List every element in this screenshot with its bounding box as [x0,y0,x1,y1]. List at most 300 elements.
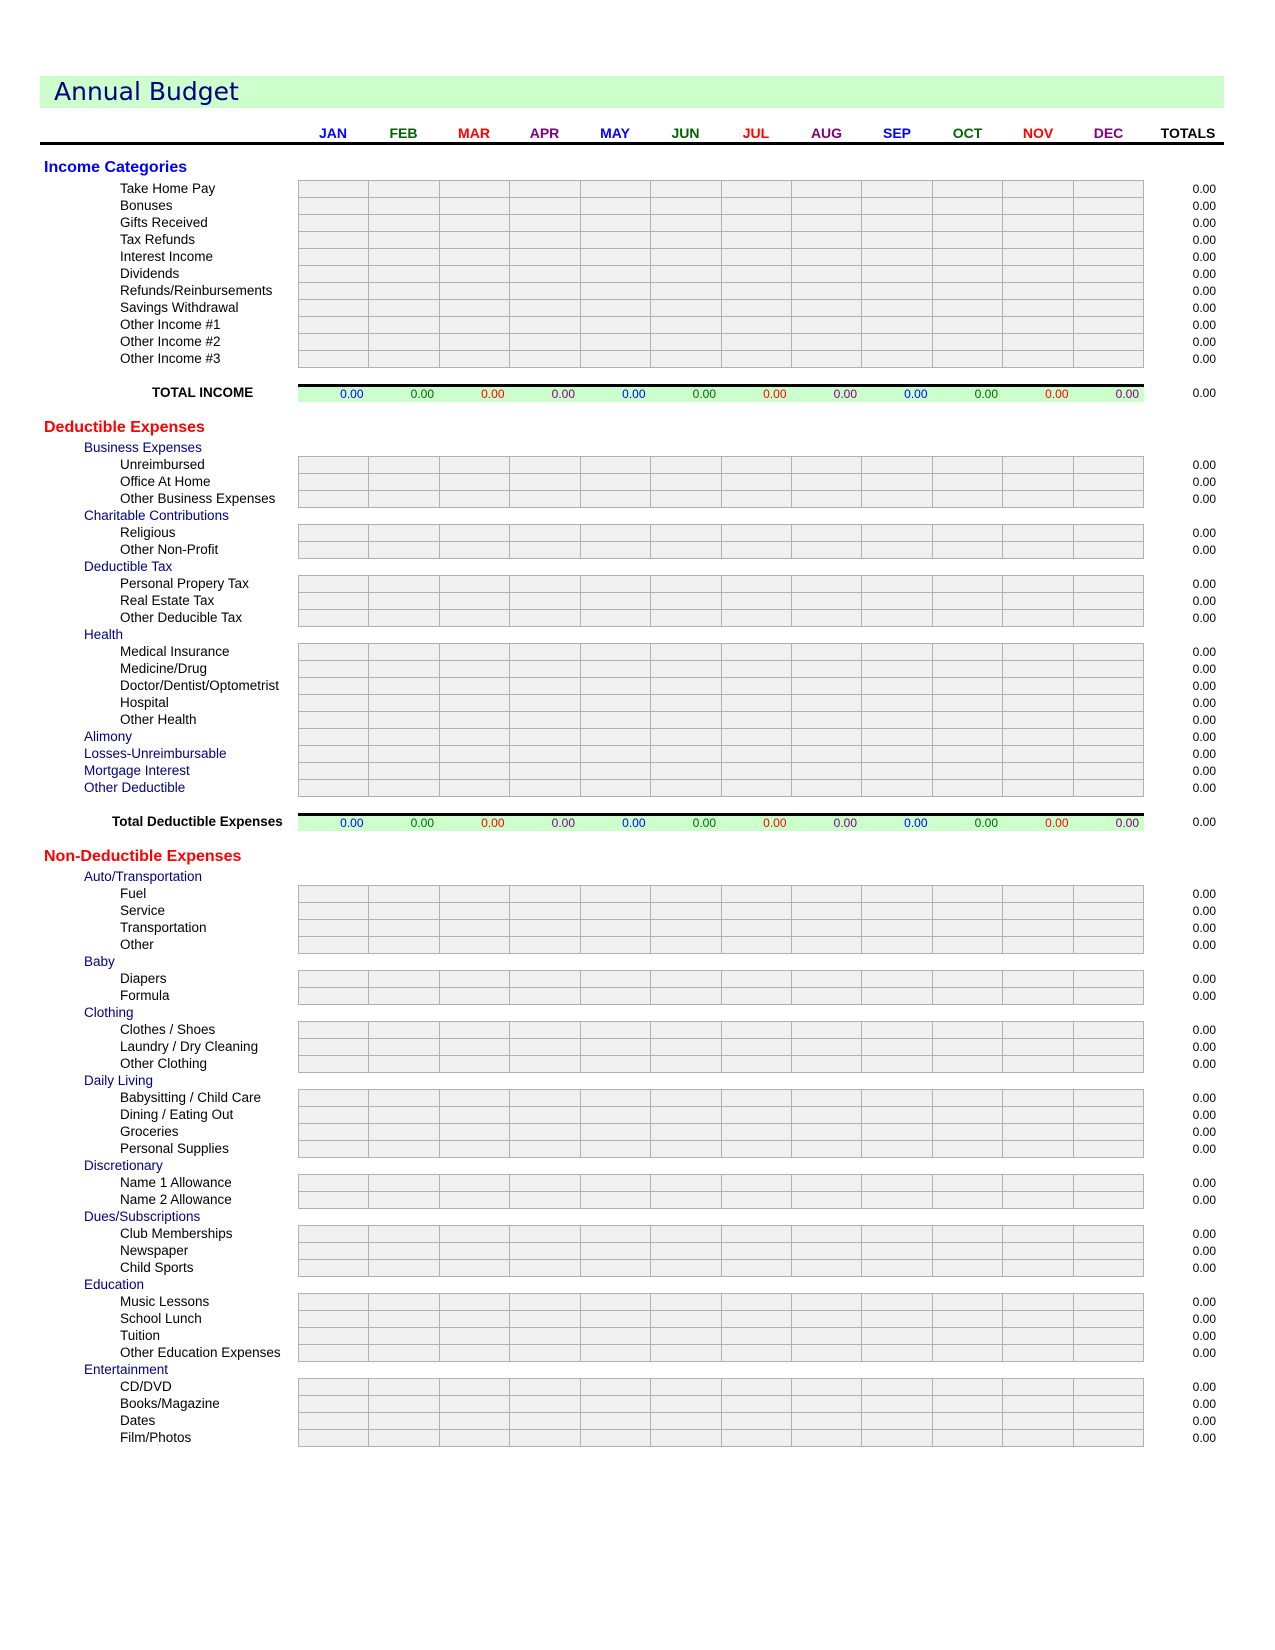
input-cell-jun[interactable] [651,1089,721,1107]
input-cell-dec[interactable] [1074,490,1144,508]
input-cell-sep[interactable] [862,541,932,559]
input-cell-dec[interactable] [1074,1106,1144,1124]
input-cell-aug[interactable] [792,970,862,988]
input-cell-may[interactable] [581,214,651,232]
input-cell-jun[interactable] [651,902,721,920]
input-cell-aug[interactable] [792,677,862,695]
input-cell-feb[interactable] [369,490,439,508]
input-cell-dec[interactable] [1074,745,1144,763]
input-cell-dec[interactable] [1074,1242,1144,1260]
input-cell-aug[interactable] [792,333,862,351]
input-cell-apr[interactable] [510,1344,580,1362]
input-cell-dec[interactable] [1074,919,1144,937]
input-cell-jun[interactable] [651,1412,721,1430]
input-cell-jul[interactable] [722,248,792,266]
input-cell-oct[interactable] [933,1429,1003,1447]
input-cell-jan[interactable] [299,1310,369,1328]
input-cell-mar[interactable] [440,677,510,695]
input-cell-oct[interactable] [933,214,1003,232]
input-cell-apr[interactable] [510,1395,580,1413]
input-cell-oct[interactable] [933,694,1003,712]
input-cell-jun[interactable] [651,609,721,627]
input-cell-nov[interactable] [1003,282,1073,300]
input-cell-feb[interactable] [369,1310,439,1328]
input-cell-dec[interactable] [1074,1412,1144,1430]
input-cell-jan[interactable] [299,299,369,317]
input-cell-jul[interactable] [722,919,792,937]
input-cell-jun[interactable] [651,1021,721,1039]
input-cell-nov[interactable] [1003,524,1073,542]
input-cell-aug[interactable] [792,779,862,797]
input-cell-sep[interactable] [862,885,932,903]
input-cell-may[interactable] [581,473,651,491]
input-cell-nov[interactable] [1003,299,1073,317]
input-cell-jun[interactable] [651,456,721,474]
input-cell-jul[interactable] [722,1123,792,1141]
input-cell-sep[interactable] [862,902,932,920]
input-cell-jun[interactable] [651,1293,721,1311]
input-cell-nov[interactable] [1003,711,1073,729]
input-cell-oct[interactable] [933,677,1003,695]
input-cell-dec[interactable] [1074,1225,1144,1243]
input-cell-aug[interactable] [792,1293,862,1311]
input-cell-jun[interactable] [651,1378,721,1396]
input-cell-nov[interactable] [1003,609,1073,627]
input-cell-aug[interactable] [792,1106,862,1124]
input-cell-jul[interactable] [722,180,792,198]
input-cell-sep[interactable] [862,762,932,780]
input-cell-apr[interactable] [510,282,580,300]
input-cell-mar[interactable] [440,333,510,351]
input-cell-aug[interactable] [792,728,862,746]
input-cell-dec[interactable] [1074,350,1144,368]
input-cell-nov[interactable] [1003,1412,1073,1430]
input-cell-dec[interactable] [1074,1174,1144,1192]
input-cell-aug[interactable] [792,1327,862,1345]
input-cell-feb[interactable] [369,1191,439,1209]
input-cell-dec[interactable] [1074,197,1144,215]
input-cell-jan[interactable] [299,1225,369,1243]
input-cell-oct[interactable] [933,592,1003,610]
input-cell-oct[interactable] [933,779,1003,797]
input-cell-dec[interactable] [1074,936,1144,954]
input-cell-nov[interactable] [1003,885,1073,903]
input-cell-dec[interactable] [1074,299,1144,317]
input-cell-jun[interactable] [651,350,721,368]
input-cell-aug[interactable] [792,265,862,283]
input-cell-nov[interactable] [1003,1038,1073,1056]
input-cell-may[interactable] [581,524,651,542]
input-cell-may[interactable] [581,490,651,508]
input-cell-oct[interactable] [933,1191,1003,1209]
input-cell-nov[interactable] [1003,1089,1073,1107]
input-cell-sep[interactable] [862,333,932,351]
input-cell-jun[interactable] [651,1327,721,1345]
input-cell-oct[interactable] [933,541,1003,559]
input-cell-dec[interactable] [1074,1191,1144,1209]
input-cell-jan[interactable] [299,1378,369,1396]
input-cell-aug[interactable] [792,1140,862,1158]
input-cell-oct[interactable] [933,919,1003,937]
input-cell-aug[interactable] [792,660,862,678]
input-cell-feb[interactable] [369,1327,439,1345]
input-cell-sep[interactable] [862,1021,932,1039]
input-cell-oct[interactable] [933,1106,1003,1124]
input-cell-jul[interactable] [722,1038,792,1056]
input-cell-jun[interactable] [651,1429,721,1447]
input-cell-jan[interactable] [299,575,369,593]
input-cell-may[interactable] [581,592,651,610]
input-cell-mar[interactable] [440,902,510,920]
input-cell-aug[interactable] [792,1089,862,1107]
input-cell-sep[interactable] [862,694,932,712]
input-cell-sep[interactable] [862,1327,932,1345]
input-cell-apr[interactable] [510,970,580,988]
input-cell-apr[interactable] [510,779,580,797]
input-cell-apr[interactable] [510,1038,580,1056]
input-cell-jul[interactable] [722,299,792,317]
input-cell-jul[interactable] [722,456,792,474]
input-cell-dec[interactable] [1074,660,1144,678]
input-cell-jul[interactable] [722,1106,792,1124]
input-cell-apr[interactable] [510,231,580,249]
input-cell-dec[interactable] [1074,282,1144,300]
input-cell-jan[interactable] [299,1395,369,1413]
input-cell-feb[interactable] [369,728,439,746]
input-cell-may[interactable] [581,1021,651,1039]
input-cell-may[interactable] [581,248,651,266]
input-cell-may[interactable] [581,1174,651,1192]
input-cell-jul[interactable] [722,1344,792,1362]
input-cell-may[interactable] [581,299,651,317]
input-cell-jan[interactable] [299,1089,369,1107]
input-cell-mar[interactable] [440,885,510,903]
input-cell-jun[interactable] [651,316,721,334]
input-cell-jun[interactable] [651,1106,721,1124]
input-cell-nov[interactable] [1003,1344,1073,1362]
input-cell-apr[interactable] [510,1378,580,1396]
input-cell-jul[interactable] [722,1021,792,1039]
input-cell-jun[interactable] [651,541,721,559]
input-cell-dec[interactable] [1074,643,1144,661]
input-cell-apr[interactable] [510,456,580,474]
input-cell-apr[interactable] [510,1106,580,1124]
input-cell-feb[interactable] [369,282,439,300]
input-cell-jul[interactable] [722,541,792,559]
input-cell-may[interactable] [581,1344,651,1362]
input-cell-mar[interactable] [440,524,510,542]
input-cell-jan[interactable] [299,333,369,351]
input-cell-mar[interactable] [440,779,510,797]
input-cell-feb[interactable] [369,214,439,232]
input-cell-jun[interactable] [651,197,721,215]
input-cell-jan[interactable] [299,1242,369,1260]
input-cell-sep[interactable] [862,1089,932,1107]
input-cell-oct[interactable] [933,1225,1003,1243]
input-cell-jul[interactable] [722,1242,792,1260]
input-cell-feb[interactable] [369,1344,439,1362]
input-cell-oct[interactable] [933,660,1003,678]
input-cell-sep[interactable] [862,524,932,542]
input-cell-may[interactable] [581,1242,651,1260]
input-cell-may[interactable] [581,694,651,712]
input-cell-jun[interactable] [651,1310,721,1328]
input-cell-jul[interactable] [722,1191,792,1209]
input-cell-feb[interactable] [369,231,439,249]
input-cell-oct[interactable] [933,1378,1003,1396]
input-cell-nov[interactable] [1003,1327,1073,1345]
input-cell-mar[interactable] [440,231,510,249]
input-cell-may[interactable] [581,282,651,300]
input-cell-aug[interactable] [792,936,862,954]
input-cell-apr[interactable] [510,885,580,903]
input-cell-apr[interactable] [510,490,580,508]
input-cell-jul[interactable] [722,524,792,542]
input-cell-jan[interactable] [299,524,369,542]
input-cell-apr[interactable] [510,265,580,283]
input-cell-mar[interactable] [440,728,510,746]
input-cell-jul[interactable] [722,677,792,695]
input-cell-oct[interactable] [933,885,1003,903]
input-cell-jun[interactable] [651,970,721,988]
input-cell-oct[interactable] [933,1259,1003,1277]
input-cell-jun[interactable] [651,248,721,266]
input-cell-apr[interactable] [510,1293,580,1311]
input-cell-jan[interactable] [299,919,369,937]
input-cell-feb[interactable] [369,936,439,954]
input-cell-jul[interactable] [722,902,792,920]
input-cell-nov[interactable] [1003,1429,1073,1447]
input-cell-aug[interactable] [792,1038,862,1056]
input-cell-mar[interactable] [440,299,510,317]
input-cell-mar[interactable] [440,762,510,780]
input-cell-jan[interactable] [299,643,369,661]
input-cell-jun[interactable] [651,265,721,283]
input-cell-sep[interactable] [862,1395,932,1413]
input-cell-sep[interactable] [862,299,932,317]
input-cell-dec[interactable] [1074,1327,1144,1345]
input-cell-jan[interactable] [299,180,369,198]
input-cell-feb[interactable] [369,609,439,627]
input-cell-sep[interactable] [862,919,932,937]
input-cell-feb[interactable] [369,885,439,903]
input-cell-nov[interactable] [1003,490,1073,508]
input-cell-jul[interactable] [722,643,792,661]
input-cell-jan[interactable] [299,1429,369,1447]
input-cell-may[interactable] [581,779,651,797]
input-cell-nov[interactable] [1003,231,1073,249]
input-cell-aug[interactable] [792,282,862,300]
input-cell-nov[interactable] [1003,970,1073,988]
input-cell-mar[interactable] [440,1310,510,1328]
input-cell-jan[interactable] [299,231,369,249]
input-cell-nov[interactable] [1003,1259,1073,1277]
input-cell-mar[interactable] [440,214,510,232]
input-cell-jun[interactable] [651,1140,721,1158]
input-cell-sep[interactable] [862,350,932,368]
input-cell-mar[interactable] [440,1021,510,1039]
input-cell-may[interactable] [581,1089,651,1107]
input-cell-feb[interactable] [369,197,439,215]
input-cell-nov[interactable] [1003,1310,1073,1328]
input-cell-aug[interactable] [792,1055,862,1073]
input-cell-jan[interactable] [299,1038,369,1056]
input-cell-nov[interactable] [1003,1378,1073,1396]
input-cell-jun[interactable] [651,643,721,661]
input-cell-dec[interactable] [1074,473,1144,491]
input-cell-feb[interactable] [369,1106,439,1124]
input-cell-jun[interactable] [651,779,721,797]
input-cell-feb[interactable] [369,987,439,1005]
input-cell-jan[interactable] [299,677,369,695]
input-cell-may[interactable] [581,745,651,763]
input-cell-jan[interactable] [299,1055,369,1073]
input-cell-aug[interactable] [792,316,862,334]
input-cell-jan[interactable] [299,745,369,763]
input-cell-feb[interactable] [369,541,439,559]
input-cell-jun[interactable] [651,592,721,610]
input-cell-dec[interactable] [1074,609,1144,627]
input-cell-nov[interactable] [1003,1174,1073,1192]
input-cell-sep[interactable] [862,987,932,1005]
input-cell-jun[interactable] [651,1191,721,1209]
input-cell-apr[interactable] [510,575,580,593]
input-cell-apr[interactable] [510,919,580,937]
input-cell-oct[interactable] [933,609,1003,627]
input-cell-sep[interactable] [862,728,932,746]
input-cell-jun[interactable] [651,936,721,954]
input-cell-may[interactable] [581,197,651,215]
input-cell-sep[interactable] [862,592,932,610]
input-cell-dec[interactable] [1074,728,1144,746]
input-cell-jun[interactable] [651,885,721,903]
input-cell-jun[interactable] [651,575,721,593]
input-cell-feb[interactable] [369,299,439,317]
input-cell-jul[interactable] [722,1327,792,1345]
input-cell-nov[interactable] [1003,1055,1073,1073]
input-cell-aug[interactable] [792,1021,862,1039]
input-cell-oct[interactable] [933,299,1003,317]
input-cell-feb[interactable] [369,524,439,542]
input-cell-mar[interactable] [440,1174,510,1192]
input-cell-mar[interactable] [440,1259,510,1277]
input-cell-mar[interactable] [440,919,510,937]
input-cell-oct[interactable] [933,1123,1003,1141]
input-cell-oct[interactable] [933,180,1003,198]
input-cell-dec[interactable] [1074,987,1144,1005]
input-cell-may[interactable] [581,1327,651,1345]
input-cell-aug[interactable] [792,350,862,368]
input-cell-jun[interactable] [651,1242,721,1260]
input-cell-jul[interactable] [722,490,792,508]
input-cell-apr[interactable] [510,745,580,763]
input-cell-feb[interactable] [369,1293,439,1311]
input-cell-aug[interactable] [792,1242,862,1260]
input-cell-sep[interactable] [862,231,932,249]
input-cell-jan[interactable] [299,728,369,746]
input-cell-feb[interactable] [369,592,439,610]
input-cell-mar[interactable] [440,1242,510,1260]
input-cell-aug[interactable] [792,1429,862,1447]
input-cell-mar[interactable] [440,609,510,627]
input-cell-nov[interactable] [1003,541,1073,559]
input-cell-may[interactable] [581,541,651,559]
input-cell-apr[interactable] [510,299,580,317]
input-cell-oct[interactable] [933,282,1003,300]
input-cell-jul[interactable] [722,728,792,746]
input-cell-apr[interactable] [510,524,580,542]
input-cell-apr[interactable] [510,1242,580,1260]
input-cell-apr[interactable] [510,333,580,351]
input-cell-apr[interactable] [510,677,580,695]
input-cell-feb[interactable] [369,902,439,920]
input-cell-oct[interactable] [933,350,1003,368]
input-cell-mar[interactable] [440,1089,510,1107]
input-cell-aug[interactable] [792,919,862,937]
input-cell-oct[interactable] [933,1021,1003,1039]
input-cell-may[interactable] [581,762,651,780]
input-cell-aug[interactable] [792,180,862,198]
input-cell-aug[interactable] [792,1344,862,1362]
input-cell-dec[interactable] [1074,970,1144,988]
input-cell-mar[interactable] [440,970,510,988]
input-cell-jan[interactable] [299,1174,369,1192]
input-cell-feb[interactable] [369,1140,439,1158]
input-cell-nov[interactable] [1003,473,1073,491]
input-cell-aug[interactable] [792,541,862,559]
input-cell-jun[interactable] [651,677,721,695]
input-cell-oct[interactable] [933,1242,1003,1260]
input-cell-mar[interactable] [440,490,510,508]
input-cell-oct[interactable] [933,1310,1003,1328]
input-cell-jun[interactable] [651,987,721,1005]
input-cell-feb[interactable] [369,970,439,988]
input-cell-nov[interactable] [1003,197,1073,215]
input-cell-sep[interactable] [862,473,932,491]
input-cell-mar[interactable] [440,1123,510,1141]
input-cell-aug[interactable] [792,1174,862,1192]
input-cell-jul[interactable] [722,231,792,249]
input-cell-feb[interactable] [369,456,439,474]
input-cell-aug[interactable] [792,711,862,729]
input-cell-oct[interactable] [933,473,1003,491]
input-cell-dec[interactable] [1074,677,1144,695]
input-cell-dec[interactable] [1074,1055,1144,1073]
input-cell-feb[interactable] [369,643,439,661]
input-cell-sep[interactable] [862,1123,932,1141]
input-cell-mar[interactable] [440,248,510,266]
input-cell-jan[interactable] [299,592,369,610]
input-cell-jul[interactable] [722,762,792,780]
input-cell-oct[interactable] [933,1038,1003,1056]
input-cell-may[interactable] [581,1225,651,1243]
input-cell-oct[interactable] [933,1055,1003,1073]
input-cell-oct[interactable] [933,1327,1003,1345]
input-cell-nov[interactable] [1003,1293,1073,1311]
input-cell-may[interactable] [581,316,651,334]
input-cell-jul[interactable] [722,1174,792,1192]
input-cell-nov[interactable] [1003,643,1073,661]
input-cell-may[interactable] [581,902,651,920]
input-cell-mar[interactable] [440,1106,510,1124]
input-cell-feb[interactable] [369,1242,439,1260]
input-cell-dec[interactable] [1074,316,1144,334]
input-cell-jun[interactable] [651,728,721,746]
input-cell-oct[interactable] [933,316,1003,334]
input-cell-aug[interactable] [792,592,862,610]
input-cell-may[interactable] [581,660,651,678]
input-cell-mar[interactable] [440,316,510,334]
